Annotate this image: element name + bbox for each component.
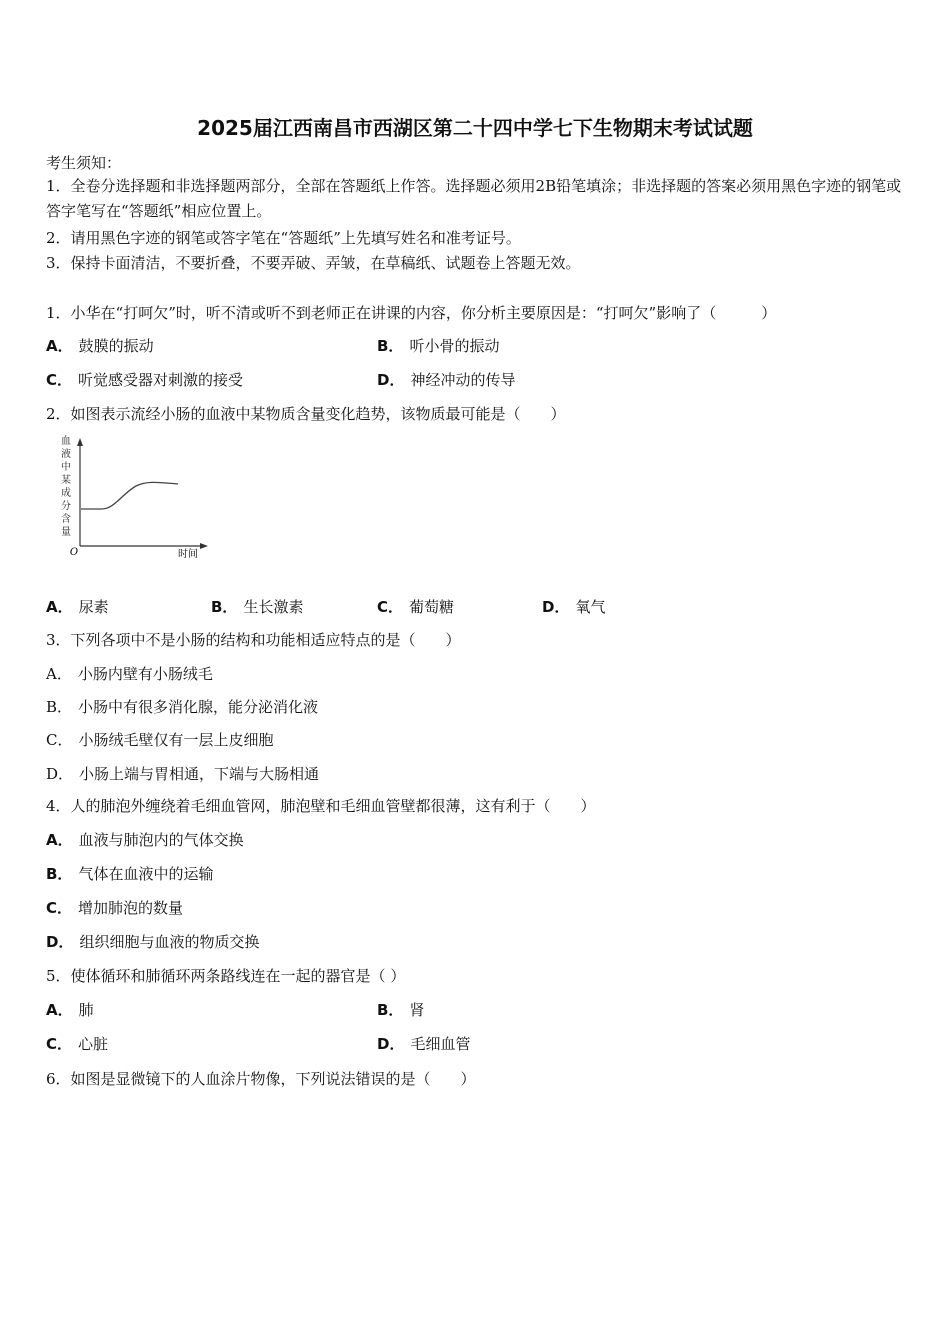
y-axis-label-char: 血 [61,436,71,447]
question-3-stem: 3．下列各项中不是小肠的结构和功能相适应特点的是（ ） [46,631,461,649]
question-5-option-c[interactable] [46,1033,108,1054]
option-text: 气体在血液中的运输 [78,865,214,883]
page-title: 2025届江西南昌市西湖区第二十四中学七下生物期末考试试题 [197,116,753,140]
question-1-option-d[interactable] [377,369,515,390]
option-letter: D． [46,765,74,783]
option-text: 肾 [409,1001,425,1019]
question-3-option-a[interactable] [46,663,213,684]
question-1-option-b[interactable] [377,335,499,356]
question-1-stem: 1．小华在“打呵欠”时，听不清或听不到老师正在讲课的内容，你分析主要原因是：“打呵欠”影响了（ ） [46,304,777,322]
question-4-option-c[interactable] [46,897,183,918]
question-3-option-c[interactable] [46,729,274,750]
y-axis-label-char: 含 [61,514,71,525]
option-letter: D． [542,598,570,616]
x-axis-arrow [200,543,208,549]
notice-item-1: 1．全卷分选择题和非选择题两部分，全部在答题纸上作答。选择题必须用2B铅笔填涂；非选择题的答案必须用黑色字迹的钢笔或答字笔写在“答题纸”相应位置上。 [46,177,902,220]
option-text: 组织细胞与血液的物质交换 [79,933,260,951]
option-text: 毛细血管 [410,1035,471,1053]
y-axis-arrow [77,438,83,446]
question-3-option-b[interactable] [46,696,318,717]
question-4-option-d[interactable] [46,931,259,952]
option-letter: B． [46,865,73,883]
option-letter: D． [377,1035,405,1053]
y-axis-label-char: 分 [61,501,71,512]
y-axis-label-char: 中 [61,462,71,473]
svg-text:血液中某成分含量 [61,435,71,538]
option-text: 小肠内壁有小肠绒毛 [77,665,213,683]
question-5-option-a[interactable] [46,999,94,1020]
question-2-option-c[interactable] [377,596,454,617]
question-1-option-c[interactable] [46,369,243,390]
option-text: 生长激素 [243,598,304,616]
question-3-option-d[interactable] [46,763,319,784]
option-text: 鼓膜的振动 [78,337,154,355]
option-text: 血液与肺泡内的气体交换 [78,831,244,849]
y-axis-label [61,435,71,538]
question-5-option-d[interactable] [377,1033,470,1054]
option-text: 氧气 [575,598,606,616]
option-text: 心脏 [78,1035,109,1053]
option-letter: B． [46,698,73,716]
question-5-option-b[interactable] [377,999,424,1020]
blood-content-graph [52,432,212,562]
y-axis-label-char: 某 [61,475,71,486]
option-text: 肺 [78,1001,94,1019]
y-axis-label-char: 量 [61,527,71,538]
option-letter: B． [377,337,404,355]
question-2-option-a[interactable] [46,596,109,617]
question-4-stem: 4．人的肺泡外缠绕着毛细血管网，肺泡壁和毛细血管壁都很薄，这有利于（ ） [46,797,596,815]
option-letter: A． [46,1001,73,1019]
option-letter: C． [46,371,73,389]
question-2-option-b[interactable] [211,596,303,617]
option-letter: D． [46,933,74,951]
question-1-option-a[interactable] [46,335,154,356]
question-2-option-d[interactable] [542,596,605,617]
y-axis-label-char: 液 [61,449,71,460]
option-text: 神经冲动的传导 [410,371,516,389]
option-letter: A． [46,337,73,355]
notice-item-2: 2．请用黑色字迹的钢笔或答字笔在“答题纸”上先填写姓名和准考证号。 [46,229,521,247]
option-text: 听觉感受器对刺激的接受 [78,371,244,389]
option-letter: C． [46,1035,73,1053]
option-letter: D． [377,371,405,389]
question-6-stem: 6．如图是显微镜下的人血涂片物像，下列说法错误的是（ ） [46,1070,476,1088]
origin-label: O [69,547,79,558]
option-text: 葡萄糖 [409,598,455,616]
question-5-stem: 5．使体循环和肺循环两条路线连在一起的器官是（ ） [46,967,406,985]
option-letter: A． [46,831,73,849]
y-axis-label-char: 成 [61,488,71,499]
option-letter: B． [211,598,238,616]
option-letter: C． [46,731,73,749]
question-4-option-a[interactable] [46,829,244,850]
option-letter: A． [46,665,72,683]
content-curve [81,482,178,509]
notice-heading: 考生须知： [46,154,122,172]
notice-item-3: 3．保持卡面清洁，不要折叠，不要弄破、弄皱，在草稿纸、试题卷上答题无效。 [46,254,581,272]
option-text: 听小骨的振动 [409,337,500,355]
question-2-stem: 2．如图表示流经小肠的血液中某物质含量变化趋势，该物质最可能是（ ） [46,405,566,423]
option-text: 小肠绒毛壁仅有一层上皮细胞 [78,731,274,749]
option-text: 尿素 [78,598,109,616]
option-letter: C． [46,899,73,917]
option-letter: A． [46,598,73,616]
option-text: 增加肺泡的数量 [78,899,184,917]
option-text: 小肠中有很多消化腺，能分泌消化液 [78,698,319,716]
question-4-option-b[interactable] [46,863,213,884]
option-text: 小肠上端与胃相通，下端与大肠相通 [79,765,320,783]
x-axis-label: 时间 [178,549,198,560]
option-letter: B． [377,1001,404,1019]
option-letter: C． [377,598,404,616]
